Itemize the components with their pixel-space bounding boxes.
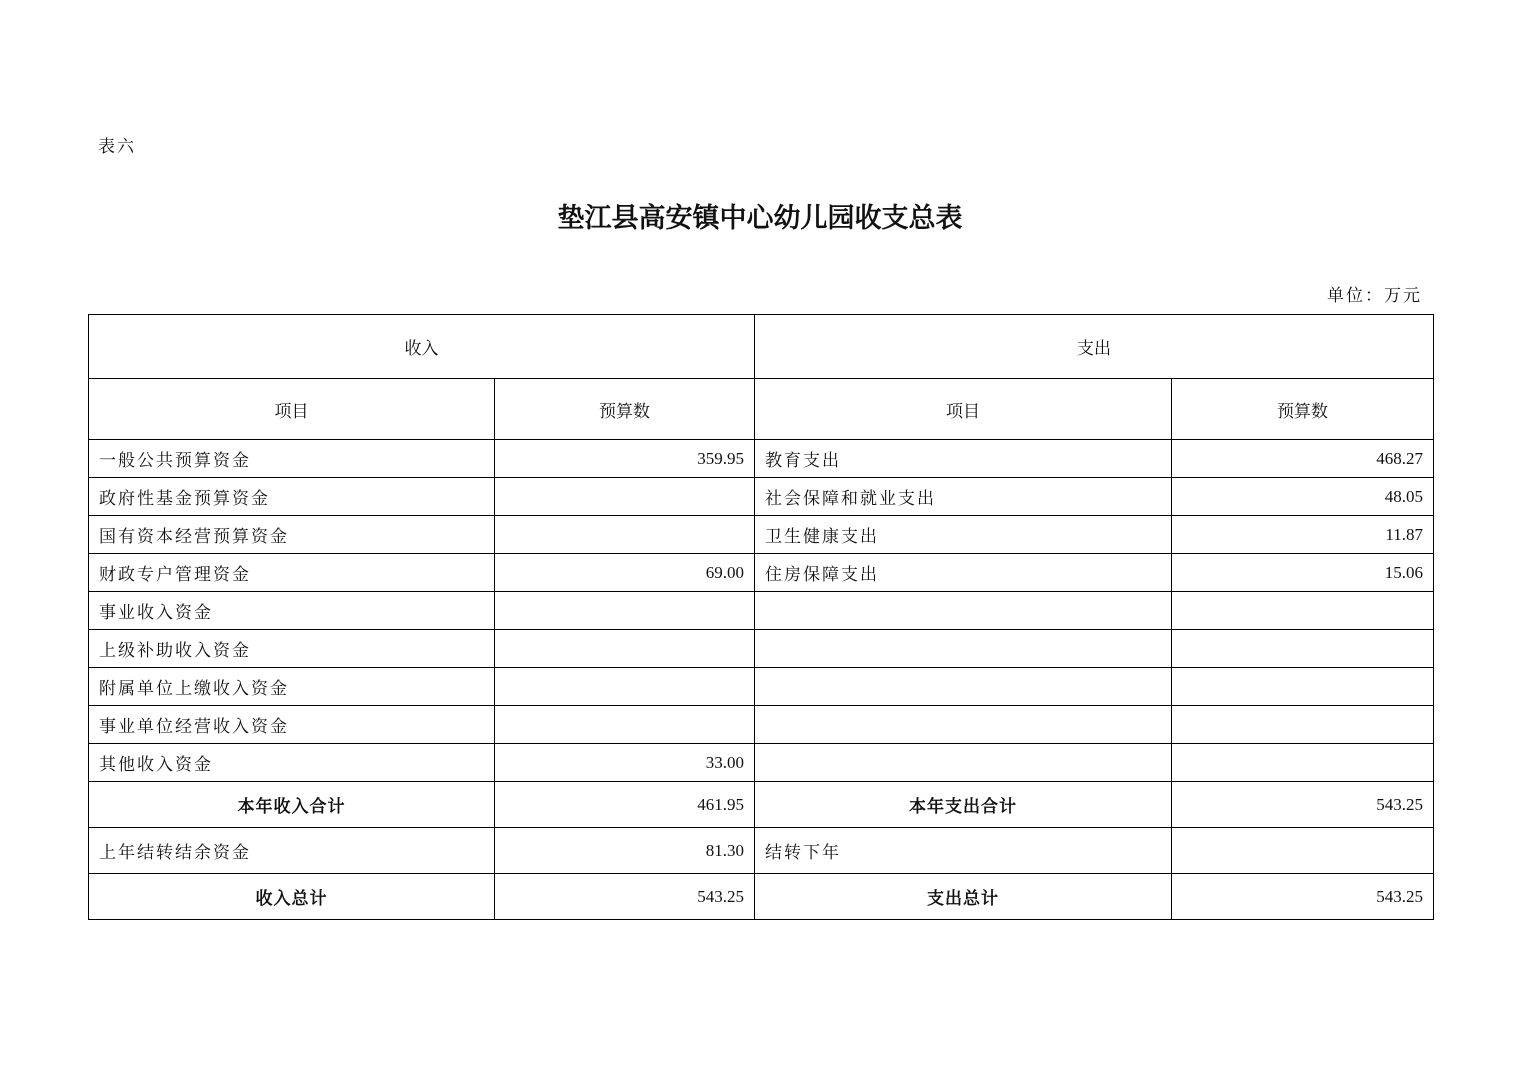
expense-item: 卫生健康支出 bbox=[755, 516, 1172, 554]
income-value: 33.00 bbox=[495, 744, 755, 782]
income-item: 一般公共预算资金 bbox=[89, 440, 495, 478]
income-header: 收入 bbox=[89, 315, 755, 379]
expense-item bbox=[755, 706, 1172, 744]
income-value bbox=[495, 478, 755, 516]
income-item: 国有资本经营预算资金 bbox=[89, 516, 495, 554]
year-total-row bbox=[89, 782, 1434, 828]
table-row bbox=[89, 706, 1434, 744]
page-title: 垫江县高安镇中心幼儿园收支总表 bbox=[557, 203, 963, 234]
table-row bbox=[89, 516, 1434, 554]
expense-value bbox=[1172, 706, 1434, 744]
carryover-row bbox=[89, 828, 1434, 874]
income-expense-table bbox=[88, 314, 1434, 920]
expense-grand-total-value: 543.25 bbox=[1172, 874, 1434, 920]
column-header-row bbox=[89, 379, 1434, 440]
income-item: 事业收入资金 bbox=[89, 592, 495, 630]
group-header-row bbox=[89, 315, 1434, 379]
table-number-label: 表六 bbox=[98, 137, 136, 157]
expense-item: 住房保障支出 bbox=[755, 554, 1172, 592]
income-value: 359.95 bbox=[495, 440, 755, 478]
expense-value bbox=[1172, 744, 1434, 782]
table-row bbox=[89, 440, 1434, 478]
income-item: 附属单位上缴收入资金 bbox=[89, 668, 495, 706]
income-value bbox=[495, 668, 755, 706]
expense-value bbox=[1172, 630, 1434, 668]
income-value bbox=[495, 516, 755, 554]
expense-value: 48.05 bbox=[1172, 478, 1434, 516]
expense-carryover-value bbox=[1172, 828, 1434, 874]
table-row bbox=[89, 554, 1434, 592]
income-item-header: 项目 bbox=[89, 379, 495, 440]
income-value bbox=[495, 592, 755, 630]
expense-carryover-label: 结转下年 bbox=[755, 828, 1172, 874]
expense-value: 15.06 bbox=[1172, 554, 1434, 592]
income-budget-header: 预算数 bbox=[495, 379, 755, 440]
expense-item: 教育支出 bbox=[755, 440, 1172, 478]
expense-item bbox=[755, 630, 1172, 668]
income-item: 政府性基金预算资金 bbox=[89, 478, 495, 516]
expense-value: 468.27 bbox=[1172, 440, 1434, 478]
expense-value: 11.87 bbox=[1172, 516, 1434, 554]
expense-item-header: 项目 bbox=[755, 379, 1172, 440]
expense-header: 支出 bbox=[755, 315, 1434, 379]
expense-year-total-value: 543.25 bbox=[1172, 782, 1434, 828]
table-row bbox=[89, 668, 1434, 706]
income-value bbox=[495, 630, 755, 668]
income-item: 上级补助收入资金 bbox=[89, 630, 495, 668]
income-grand-total-label: 收入总计 bbox=[89, 874, 495, 920]
expense-budget-header: 预算数 bbox=[1172, 379, 1434, 440]
expense-year-total-label: 本年支出合计 bbox=[755, 782, 1172, 828]
income-value: 69.00 bbox=[495, 554, 755, 592]
income-year-total-value: 461.95 bbox=[495, 782, 755, 828]
expense-item bbox=[755, 592, 1172, 630]
income-item: 事业单位经营收入资金 bbox=[89, 706, 495, 744]
table-row bbox=[89, 592, 1434, 630]
table-row bbox=[89, 744, 1434, 782]
grand-total-row bbox=[89, 874, 1434, 920]
table-row bbox=[89, 630, 1434, 668]
expense-grand-total-label: 支出总计 bbox=[755, 874, 1172, 920]
income-grand-total-value: 543.25 bbox=[495, 874, 755, 920]
income-carryover-value: 81.30 bbox=[495, 828, 755, 874]
expense-item bbox=[755, 744, 1172, 782]
expense-value bbox=[1172, 668, 1434, 706]
expense-item bbox=[755, 668, 1172, 706]
income-value bbox=[495, 706, 755, 744]
income-item: 其他收入资金 bbox=[89, 744, 495, 782]
unit-label: 单位：万元 bbox=[1327, 286, 1422, 306]
income-carryover-label: 上年结转结余资金 bbox=[89, 828, 495, 874]
income-year-total-label: 本年收入合计 bbox=[89, 782, 495, 828]
expense-value bbox=[1172, 592, 1434, 630]
table-row bbox=[89, 478, 1434, 516]
expense-item: 社会保障和就业支出 bbox=[755, 478, 1172, 516]
income-item: 财政专户管理资金 bbox=[89, 554, 495, 592]
